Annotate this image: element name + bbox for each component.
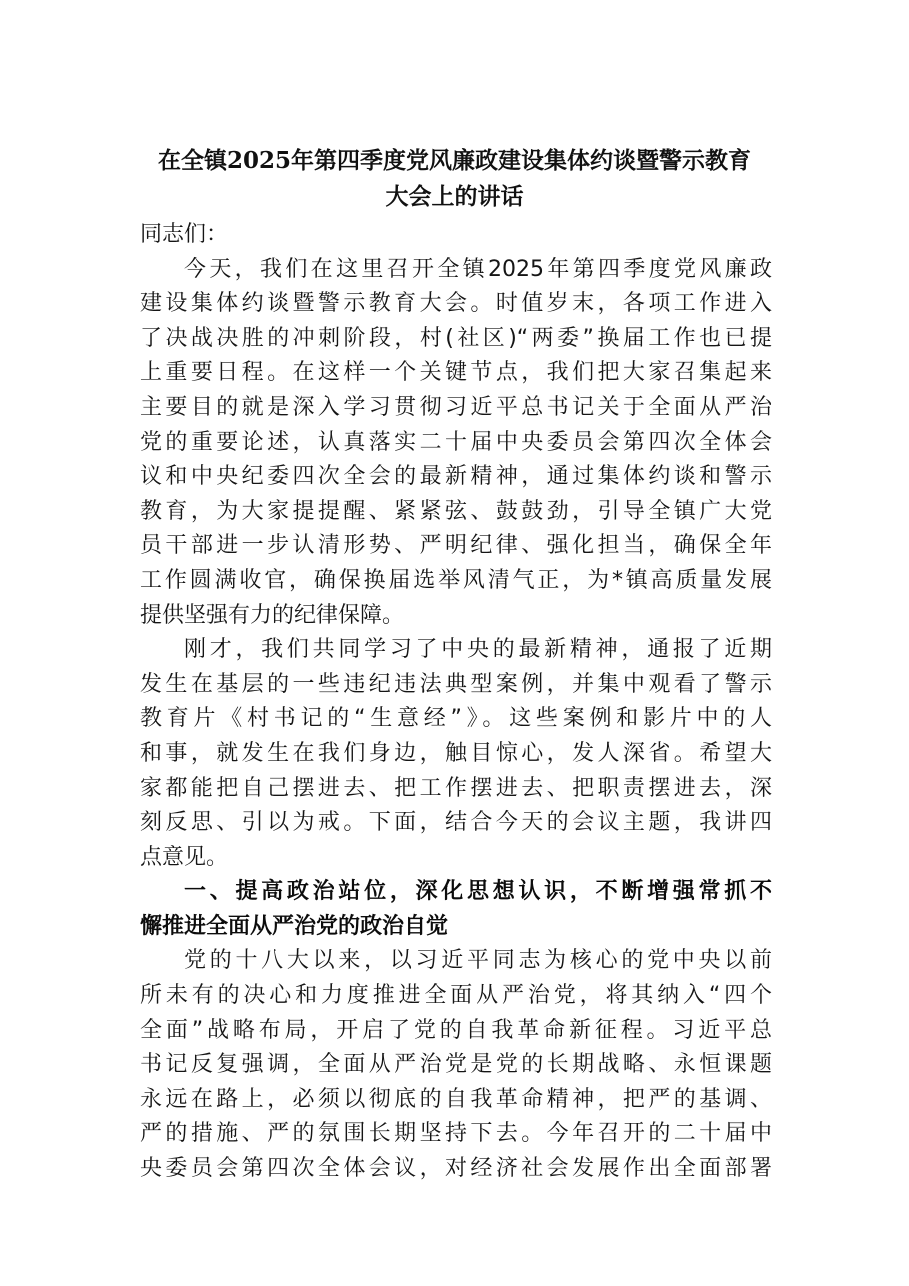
paragraph-line: 严的措施、严的氛围长期坚持下去。今年召开的二十届中 <box>140 1121 772 1147</box>
paragraph-line: 教育片《村书记的“生意经”》。这些案例和影片中的人 <box>140 706 772 732</box>
paragraph-line: 建设集体约谈暨警示教育大会。时值岁末，各项工作进入 <box>140 291 772 317</box>
paragraph-line: 主要目的就是深入学习贯彻习近平总书记关于全面从严治 <box>140 394 772 420</box>
paragraph-line: 了决战决胜的冲刺阶段，村(社区)“两委”换届工作也已提 <box>140 325 772 351</box>
paragraph-line: 议和中央纪委四次全会的最新精神，通过集体约谈和警示 <box>140 464 772 490</box>
section-heading-1 <box>140 875 772 944</box>
paragraph-line: 提供坚强有力的纪律保障。 <box>140 602 405 628</box>
paragraph-line: 今天，我们在这里召开全镇2025年第四季度党风廉政 <box>184 256 772 282</box>
paragraph-line: 党的重要论述，认真落实二十届中央委员会第四次全体会 <box>140 429 772 455</box>
document-body <box>140 218 772 1187</box>
paragraph-3 <box>140 944 772 1186</box>
heading-line: 一、提高政治站位，深化思想认识，不断增强常抓不 <box>184 879 772 905</box>
heading-line: 懈推进全面从严治党的政治自觉 <box>140 913 449 939</box>
paragraph-line: 家都能把自己摆进去、把工作摆进去、把职责摆进去，深 <box>140 775 772 801</box>
paragraph-line: 央委员会第四次全体会议，对经济社会发展作出全面部署 <box>140 1156 772 1182</box>
paragraph-line: 员干部进一步认清形势、严明纪律、强化担当，确保全年 <box>140 533 772 559</box>
paragraph-line: 所未有的决心和力度推进全面从严治党，将其纳入“四个 <box>140 983 772 1009</box>
salutation: 同志们： <box>140 222 229 247</box>
paragraph-line: 永远在路上，必须以彻底的自我革命精神，把严的基调、 <box>140 1086 772 1112</box>
paragraph-1 <box>140 253 772 634</box>
paragraph-line: 点意见。 <box>140 844 229 870</box>
paragraph-line: 工作圆满收官，确保换届选举风清气正，为*镇高质量发展 <box>140 567 772 593</box>
document-title-line-2: 大会上的讲话 <box>385 183 524 210</box>
paragraph-line: 全面”战略布局，开启了党的自我革命新征程。习近平总 <box>140 1017 772 1043</box>
paragraph-line: 和事，就发生在我们身边，触目惊心，发人深省。希望大 <box>140 740 772 766</box>
paragraph-line: 发生在基层的一些违纪违法典型案例，并集中观看了警示 <box>140 671 772 697</box>
paragraph-2 <box>140 633 772 875</box>
paragraph-line: 刚才，我们共同学习了中央的最新精神，通报了近期 <box>184 637 772 663</box>
paragraph-line: 教育，为大家提提醒、紧紧弦、鼓鼓劲，引导全镇广大党 <box>140 498 772 524</box>
paragraph-line: 党的十八大以来，以习近平同志为核心的党中央以前 <box>184 948 772 974</box>
paragraph-line: 刻反思、引以为戒。下面，结合今天的会议主题，我讲四 <box>140 810 772 836</box>
paragraph-line: 上重要日程。在这样一个关键节点，我们把大家召集起来 <box>140 360 772 386</box>
paragraph-line: 书记反复强调，全面从严治党是党的长期战略、永恒课题 <box>140 1052 772 1078</box>
document-title-line-1: 在全镇2025年第四季度党风廉政建设集体约谈暨警示教育 <box>157 147 751 174</box>
